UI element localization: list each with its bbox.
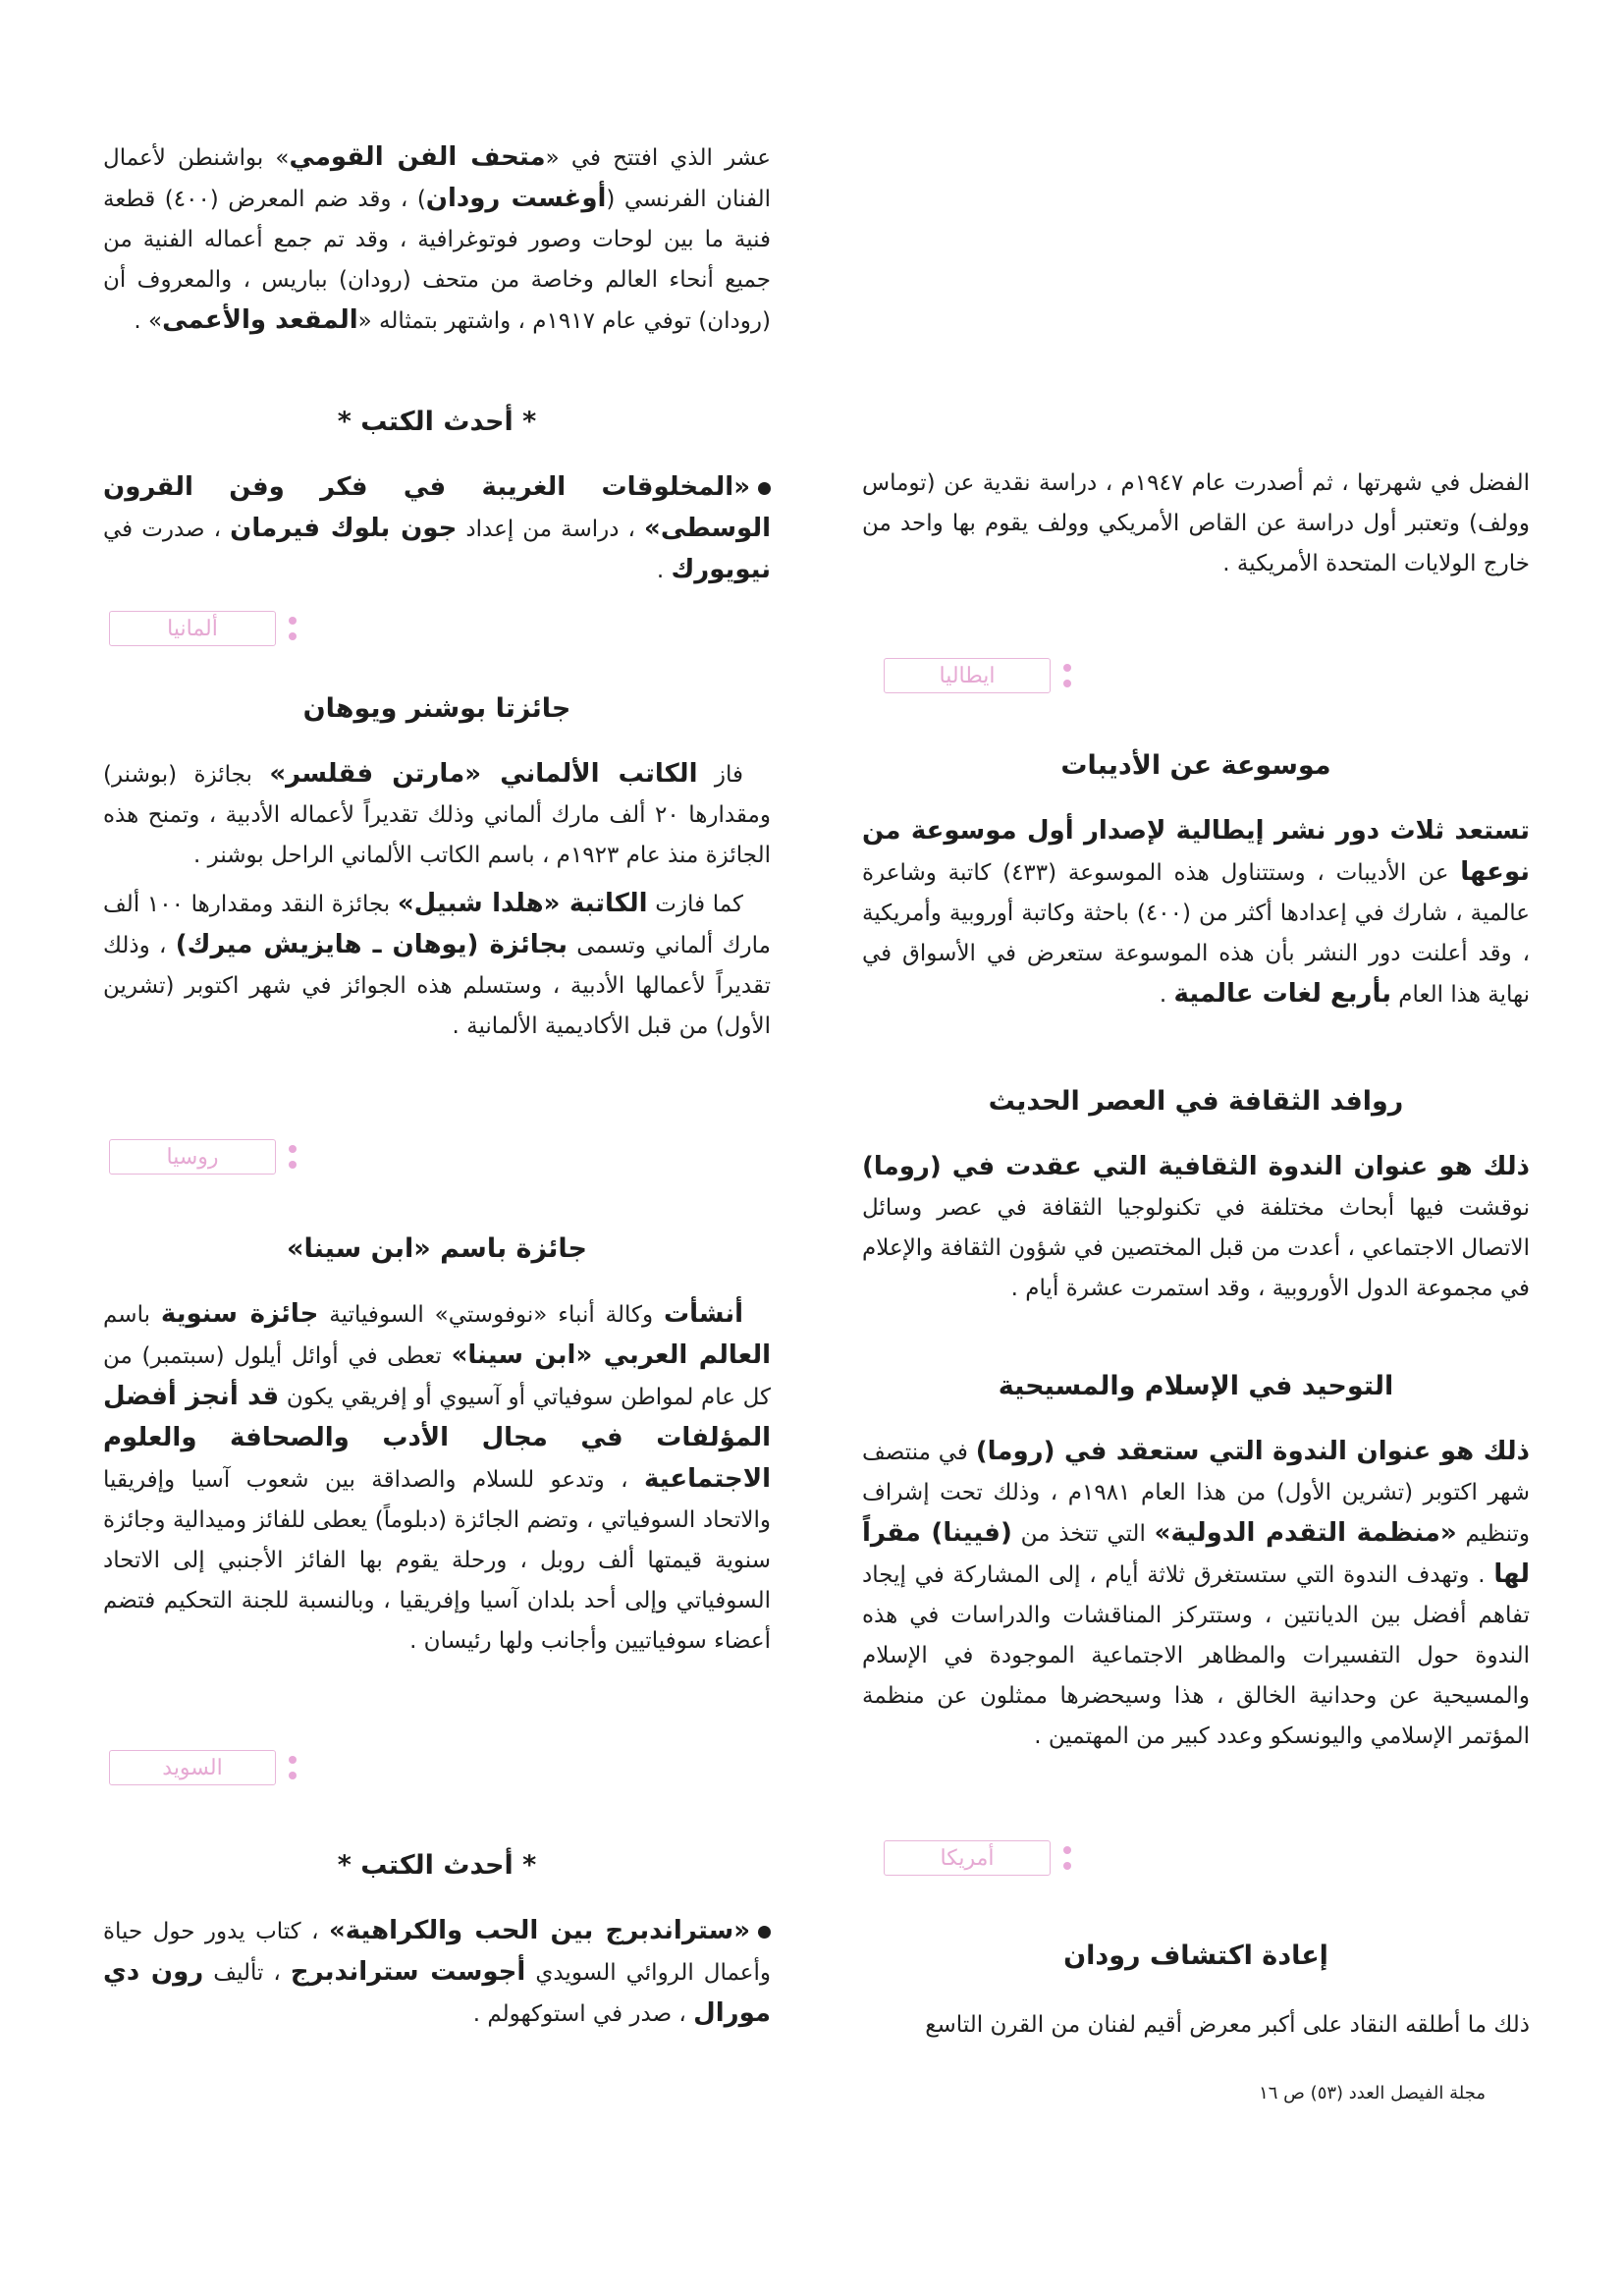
article-heading: جائزة باسم «ابن سينا» [287, 1233, 587, 1264]
article-heading: التوحيد في الإسلام والمسيحية [998, 1371, 1394, 1401]
section-tag-sweden: السويد [109, 1750, 276, 1785]
tag-dots-icon [1061, 664, 1071, 687]
page-footer: مجلة الفيصل العدد (٥٣) ص ١٦ [1259, 2083, 1486, 2104]
paragraph: ذلك ما أطلقه النقاد على أكبر معرض أقيم لفنان من القرن التاسع [925, 2012, 1530, 2038]
tag-dots-icon [287, 617, 297, 640]
section-tag-italy: ايطاليا [884, 658, 1051, 693]
article-ibn-sina-prize [103, 1230, 771, 1669]
article-monotheism [862, 1367, 1530, 1765]
section-tag-germany: ألمانيا [109, 611, 276, 646]
article-heading: * أحدث الكتب * [337, 1850, 537, 1881]
tag-dots-icon [1061, 1846, 1071, 1870]
tag-dots-icon [287, 1756, 297, 1779]
article-heading: إعادة اكتشاف رودان [1063, 1941, 1328, 1971]
paragraph: تستعد ثلاث دور نشر إيطالية لإصدار أول موسوعة من نوعها عن الأديبات ، وستتناول هذه الموسوعة (٤٣٣) كاتبة وشاعرة عالمية ، شارك في إعدادها أكثر من (٤٠٠) باحثة وكاتبة أوروبية وأمريكية ، وقد أعلنت دور النشر بأن هذه الموسوعة ستعرض في الأسواق في نهاية هذا العام بأربع لغات عالمية . [862, 816, 1531, 1009]
paragraph: ذلك هو عنوان الندوة التي ستعقد في (روما) في منتصف شهر اكتوبر (تشرين الأول) من هذا العام ١٩٨١م ، وذلك تحت إشراف وتنظيم «منظمة التقدم الدولية» التي تتخذ من (فيينا) مقراً لها . وتهدف الندوة التي ستستغرق ثلاثة أيام ، إلى المشاركة في إيجاد تفاهم أفضل بين الديانتين ، وستتركز المناقشات والدراسات في هذه الندوة حول التفسيرات والمظاهر الاجتماعية الموجودة في الإسلام والمسيحية عن وحدانية الخالق ، هذا وسيحضرها ممثلون عن منظمة المؤتمر الإسلامي واليونسكو وعدد كبير من المهتمين . [862, 1437, 1531, 1749]
article-heading: موسوعة عن الأديبات [1060, 750, 1331, 781]
tag-dots-icon [287, 1145, 297, 1169]
article-culture [862, 1082, 1530, 1317]
paragraph: كما فازت الكاتبة «هلدا شبيل» بجائزة النقد ومقدارها ١٠٠ ألف مارك ألماني وتسمى بجائزة (يوهان ـ هايزيش ميرك) ، وذلك تقديراً لأعمالها الأدبية ، وستسلم هذه الجوائز في شهر اكتوبر (تشرين الأول) من قبل الأكاديمية الألمانية . [103, 889, 771, 1039]
article-buchner-prize [103, 689, 771, 1055]
paragraph: «ستراندبرج بين الحب والكراهية» ، كتاب يدور حول حياة وأعمال الروائي السويدي أجوست ستراندبرج ، تأليف رون دي مورال ، صدر في استوكهولم . [103, 1916, 772, 2028]
article-heading: روافد الثقافة في العصر الحديث [988, 1086, 1404, 1117]
article-new-books-2 [103, 1846, 771, 2043]
paragraph: أنشأت وكالة أنباء «نوفوستي» السوفياتية جائزة سنوية باسم العالم العربي «ابن سينا» تعطى في أوائل أيلول (سبتمبر) من كل عام لمواطن سوفياتي أو آسيوي أو إفريقي يكون قد أنجز أفضل المؤلفات في مجال الأدب والصحافة والعلوم الاجتماعية ، وتدعو للسلام والصداقة بين شعوب آسيا وإفريقيا والاتحاد السوفياتي ، وتضم الجائزة (دبلوماً) يعطى للفائز وميدالية وجائزة سنوية قيمتها ألف روبل ، ورحلة يقوم بها الفائز الأجنبي إلى الاتحاد السوفياتي وإلى أحد بلدان آسيا وإفريقيا ، وبالنسبة للجنة التحكيم فتضم أعضاء سوفياتيين وأجانب ولها رئيسان . [103, 1299, 772, 1654]
paragraph: ذلك هو عنوان الندوة الثقافية التي عقدت في (روما) نوقشت فيها أبحاث مختلفة في تكنولوجيا الثقافة في عصر وسائل الاتصال الاجتماعي ، أعدت من قبل المختصين في شؤون الثقافة والإعلام في مجموعة الدول الأوروبية ، وقد استمرت عشرة أيام . [862, 1152, 1530, 1301]
article-rodin-continued [103, 137, 771, 350]
article-continuation [862, 464, 1530, 592]
article-encyclopedia [862, 746, 1530, 1023]
paragraph: «المخلوقات الغريبة في فكر وفن القرون الوسطى» ، دراسة من إعداد جون بلوك فيرمان ، صدرت في نيويورك . [103, 472, 772, 584]
paragraph: عشر الذي افتتح في «متحف الفن القومي» بواشنطن لأعمال الفنان الفرنسي (أوغست رودان) ، وقد ضم المعرض (٤٠٠) قطعة فنية ما بين لوحات وصور فوتوغرافية ، وقد تم جمع أعماله الفنية من جميع أنحاء العالم وخاصة من متحف (رودان) بباريس ، والمعروف أن (رودان) توفي عام ١٩١٧م ، واشتهر بتمثاله «المقعد والأعمى» . [103, 142, 771, 335]
article-new-books [103, 403, 771, 599]
article-heading: جائزتا بوشنر ويوهان [302, 693, 571, 724]
section-tag-america: أمريكا [884, 1840, 1051, 1876]
paragraph: فاز الكاتب الألماني «مارتن فقلسر» بجائزة (بوشنر) ومقدارها ٢٠ ألف مارك ألماني وذلك تقديراً لأعماله الأدبية ، وتمنح هذه الجائزة منذ عام ١٩٢٣م ، باسم الكاتب الألماني الراحل بوشنر . [103, 759, 771, 868]
article-heading: * أحدث الكتب * [337, 407, 537, 437]
bullet-icon [758, 1926, 771, 1939]
bullet-icon [758, 482, 771, 495]
section-tag-russia: روسيا [109, 1139, 276, 1175]
article-rodin [862, 1937, 1530, 2053]
paragraph: الفضل في شهرتها ، ثم أصدرت عام ١٩٤٧م ، دراسة نقدية عن (توماس وولف) وتعتبر أول دراسة عن القاص الأمريكي وولف يقوم بها واحد من خارج الولايات المتحدة الأمريكية . [862, 470, 1531, 576]
